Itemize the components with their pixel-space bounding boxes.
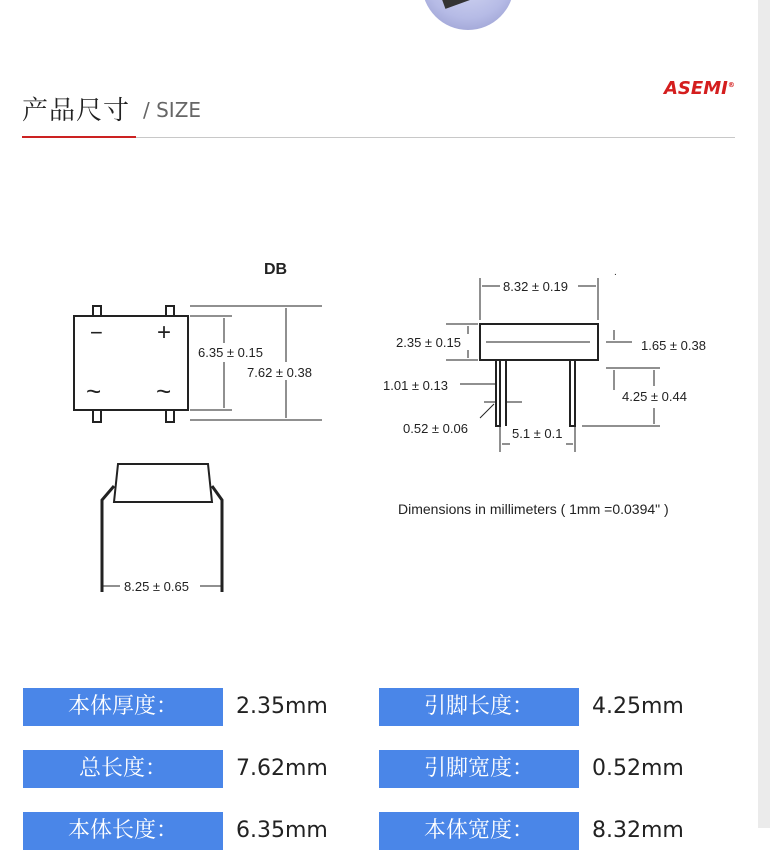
dim-total-length: 7.62 ± 0.38 [247, 365, 312, 380]
dim-pin-offset: 1.01 ± 0.13 [383, 378, 448, 393]
spec-value-lead-width: 0.52mm [592, 756, 684, 781]
spec-label-body-length: 本体长度： [23, 812, 223, 850]
dim-lead-width: 0.52 ± 0.06 [403, 421, 468, 436]
section-title: 产品尺寸 [22, 96, 131, 126]
dim-body-width: 8.32 ± 0.19 [503, 279, 568, 294]
dim-body-length: 6.35 ± 0.15 [198, 345, 263, 360]
spec-label-lead-length: 引脚长度： [379, 688, 579, 726]
spec-value-body-thickness: 2.35mm [236, 694, 328, 719]
dim-lead-span: 8.25 ± 0.65 [124, 579, 189, 594]
dim-standoff: 1.65 ± 0.38 [641, 338, 706, 353]
brand-logo: ASEMI® [664, 78, 735, 99]
pin-ac-2: ~ [156, 376, 172, 406]
spec-label-total-length: 总长度： [23, 750, 223, 788]
dim-lead-length: 4.25 ± 0.44 [622, 389, 687, 404]
spec-value-body-length: 6.35mm [236, 818, 328, 843]
pin-ac-1: ~ [86, 376, 102, 406]
dim-body-thickness: 2.35 ± 0.15 [396, 335, 461, 350]
spec-label-lead-width: 引脚宽度： [379, 750, 579, 788]
spec-value-total-length: 7.62mm [236, 756, 328, 781]
section-subtitle: / SIZE [143, 98, 202, 122]
pin-plus: + [157, 319, 172, 346]
drawing-dot: . [614, 267, 617, 278]
spec-value-lead-length: 4.25mm [592, 694, 684, 719]
dim-pin-pitch: 5.1 ± 0.1 [512, 426, 563, 441]
side-view [102, 464, 222, 592]
spec-label-body-thickness: 本体厚度： [23, 688, 223, 726]
front-view [480, 324, 598, 426]
spec-value-body-width: 8.32mm [592, 818, 684, 843]
pin-minus: − [90, 320, 103, 345]
dimension-note: Dimensions in millimeters ( 1mm =0.0394" ) [398, 501, 669, 517]
package-label: DB [264, 261, 288, 278]
spec-label-body-width: 本体宽度： [379, 812, 579, 850]
